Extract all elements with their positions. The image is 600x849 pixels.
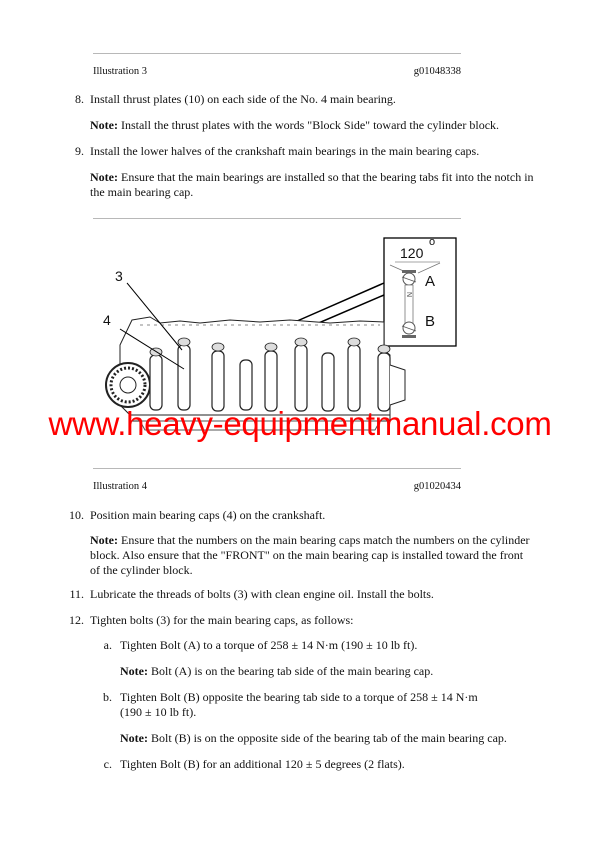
illustration-4-label: Illustration 4 [93,481,147,492]
step-text: Lubricate the threads of bolts (3) with clean engine oil. Install the bolts. [90,587,434,601]
substep-letter: a. [103,638,112,652]
step-text: Install the lower halves of the crankshaft main bearings in the main bearing caps. [90,144,480,158]
note-text-cont: of the cylinder block. [90,563,193,577]
step-text: Tighten bolts (3) for the main bearing caps, as follows: [90,613,354,627]
illustration-4-caption [93,481,461,492]
note-label: Note: [90,170,118,184]
substep-letter: c. [103,757,112,771]
illustration-3-code: g01048338 [413,66,461,77]
step-number: 9. [75,144,84,158]
step-text: Install thrust plates (10) on each side of the No. 4 main bearing. [90,92,396,106]
step-number: 11. [69,587,84,601]
illustration-3-caption [93,66,461,77]
illustration-4-divider [93,468,461,469]
substep-text-cont: (190 ± 10 lb ft). [120,705,197,719]
illustration-4-top-divider [93,218,461,219]
step-9-note [90,170,534,200]
illustration-4-code: g01020434 [413,481,461,492]
step-12a-note [120,664,433,679]
step-number: 10. [69,508,84,522]
note-text: Ensure that the numbers on the main bearing caps match the numbers on the cylinder [117,533,530,547]
step-12b-note [120,731,507,746]
step-8-note [90,118,499,133]
substep-text: Tighten Bolt (A) to a torque of 258 ± 14 N·m (190 ± 10 lb ft). [120,638,418,652]
note-label: Note: [90,118,118,132]
note-text-cont: the main bearing cap. [90,185,194,199]
inset-bolt-b-label: B [425,313,436,330]
callout-3: 3 [115,268,123,284]
note-label: Note: [120,731,148,745]
substep-text: Tighten Bolt (B) opposite the bearing tab side to a torque of 258 ± 14 N·m [120,690,478,704]
note-label: Note: [120,664,148,678]
inset-angle-label: 120 [400,245,424,261]
inset-bolt-a-label: A [425,273,436,290]
step-text: Position main bearing caps (4) on the crankshaft. [90,508,326,522]
substep-text: Tighten Bolt (B) for an additional 120 ± 5 degrees (2 flats). [120,757,405,771]
step-10-note [90,533,530,578]
illustration-3-label: Illustration 3 [93,66,147,77]
note-text-cont: block. Also ensure that the "FRONT" on the main bearing cap is installed toward the front [90,548,524,562]
inset-degree-symbol: o [429,236,436,248]
note-label: Note: [90,533,118,547]
tab-mark-glyph: N [405,292,412,298]
note-text: Ensure that the main bearings are installed so that the bearing tabs fit into the notch in [117,170,534,184]
note-text: Install the thrust plates with the words "Block Side" toward the cylinder block. [117,118,500,132]
callout-4: 4 [103,312,111,328]
note-text: Bolt (B) is on the opposite side of the bearing tab of the main bearing cap. [147,731,507,745]
illustration-3-divider [93,53,461,54]
substep-letter: b. [103,690,112,704]
note-text: Bolt (A) is on the bearing tab side of the main bearing cap. [147,664,434,678]
step-number: 8. [75,92,84,106]
step-number: 12. [69,613,84,627]
watermark-url: www.heavy-equipmentmanual.com [48,405,552,442]
